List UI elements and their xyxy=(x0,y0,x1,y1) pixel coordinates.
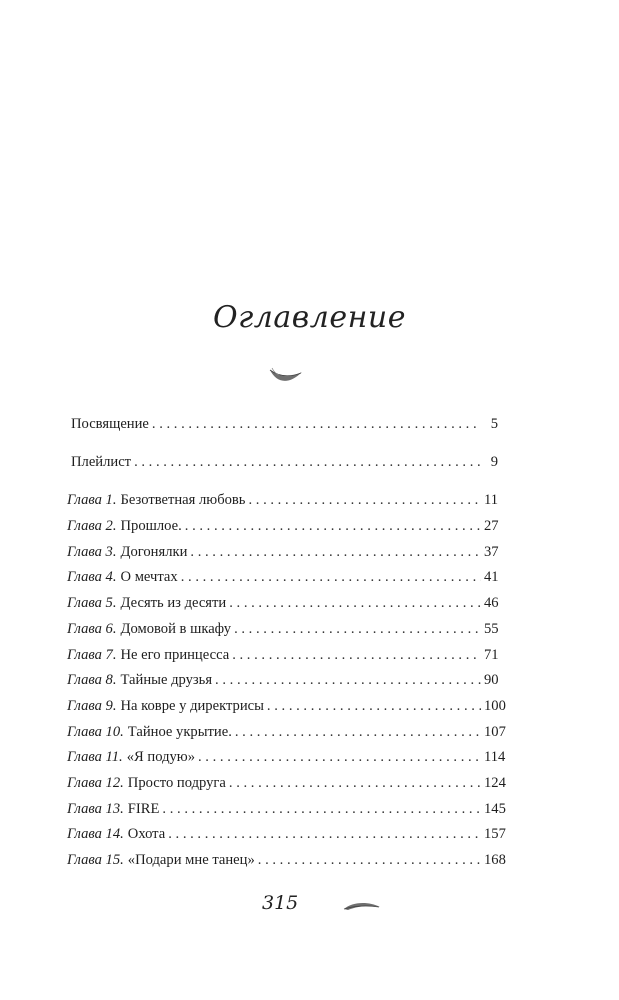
page-ref: 100 xyxy=(484,697,506,714)
toc-row[interactable] xyxy=(67,822,506,848)
chapter-label: Глава 7. xyxy=(67,646,117,663)
leader-dots xyxy=(258,848,481,874)
page-ref: 5 xyxy=(490,416,498,432)
chapter-label: Глава 2. xyxy=(67,518,117,535)
page-ref: 41 xyxy=(484,569,499,586)
toc-row[interactable] xyxy=(67,565,498,591)
leader-dots xyxy=(168,822,481,848)
entry-title: Догонялки xyxy=(120,543,188,560)
entry-title: FIRE xyxy=(127,800,160,817)
page-ref: 71 xyxy=(484,646,499,663)
leader-dots xyxy=(229,771,481,797)
entry-title: Тайные друзья xyxy=(120,672,213,689)
entry-title: Посвящение xyxy=(71,416,149,432)
leaf-ornament-icon xyxy=(268,366,304,388)
entry-title: Домовой в шкафу xyxy=(120,620,232,637)
toc-row[interactable] xyxy=(67,771,506,797)
toc-row[interactable] xyxy=(67,540,498,566)
chapter-label: Глава 8. xyxy=(67,672,117,689)
leader-dots xyxy=(248,488,481,514)
entry-title: «Подари мне танец» xyxy=(127,852,255,868)
page-ref: 90 xyxy=(484,672,499,689)
entry-title: Тайное укрытие. xyxy=(127,723,232,740)
leader-dots xyxy=(134,450,481,476)
page-ref: 46 xyxy=(484,595,499,612)
page-ref: 9 xyxy=(490,454,498,471)
page-ref: 11 xyxy=(484,492,499,509)
page-ref: 114 xyxy=(484,749,506,766)
page-ref: 145 xyxy=(484,800,506,817)
chapter-label: Глава 15. xyxy=(67,852,124,868)
chapter-label: Глава 12. xyxy=(67,774,124,791)
leader-dots xyxy=(190,540,481,566)
toc-row[interactable] xyxy=(67,848,506,874)
toc-row[interactable] xyxy=(67,450,498,476)
leader-dots xyxy=(162,797,481,823)
toc-row[interactable] xyxy=(67,643,498,669)
leader-dots xyxy=(215,668,481,694)
leader-dots xyxy=(232,643,481,669)
chapter-label: Глава 1. xyxy=(67,492,117,509)
entry-title: Безответная любовь xyxy=(120,492,246,509)
chapter-label: Глава 10. xyxy=(67,723,124,740)
leader-dots xyxy=(198,745,481,771)
entry-title: На ковре у директрисы xyxy=(120,697,264,714)
toc-row[interactable] xyxy=(67,617,498,643)
toc-heading: Оглавление xyxy=(213,300,406,335)
leader-dots xyxy=(152,412,481,438)
page-number: 315 xyxy=(262,892,299,914)
chapter-label: Глава 14. xyxy=(67,826,124,843)
page-ref: 168 xyxy=(484,852,506,868)
page-ref: 27 xyxy=(484,518,499,535)
toc-row[interactable] xyxy=(67,488,498,514)
entry-title: Не его принцесса xyxy=(120,646,230,663)
toc-row[interactable] xyxy=(67,412,498,438)
table-of-contents xyxy=(67,412,506,874)
page-ref: 107 xyxy=(484,723,506,740)
leader-dots xyxy=(234,617,481,643)
leader-dots xyxy=(229,591,481,617)
entry-title: «Я подую» xyxy=(126,749,195,766)
toc-row[interactable] xyxy=(67,668,498,694)
entry-title: Охота xyxy=(127,826,166,843)
page-ref: 124 xyxy=(484,774,506,791)
leader-dots xyxy=(235,720,481,746)
page-ref: 37 xyxy=(484,543,499,560)
page-ref: 157 xyxy=(484,826,506,843)
leaf-ornament-icon xyxy=(342,900,382,914)
entry-title: Плейлист xyxy=(71,454,132,471)
leader-dots xyxy=(181,565,481,591)
entry-title: Десять из десяти xyxy=(120,595,227,612)
entry-title: Прошлое. xyxy=(120,518,182,535)
toc-row[interactable] xyxy=(67,514,498,540)
entry-title: Просто подруга xyxy=(127,774,226,791)
chapter-label: Глава 5. xyxy=(67,595,117,612)
leader-dots xyxy=(267,694,481,720)
chapter-label: Глава 6. xyxy=(67,620,117,637)
chapter-label: Глава 13. xyxy=(67,800,124,817)
chapter-label: Глава 4. xyxy=(67,569,117,586)
toc-row[interactable] xyxy=(67,591,498,617)
entry-title: О мечтах xyxy=(120,569,178,586)
toc-row[interactable] xyxy=(67,745,506,771)
page-ref: 55 xyxy=(484,620,499,637)
leader-dots xyxy=(185,514,481,540)
chapter-label: Глава 9. xyxy=(67,697,117,714)
chapter-label: Глава 3. xyxy=(67,543,117,560)
toc-row[interactable] xyxy=(67,694,506,720)
toc-row[interactable] xyxy=(67,720,506,746)
chapter-label: Глава 11. xyxy=(67,749,123,766)
toc-row[interactable] xyxy=(67,797,506,823)
